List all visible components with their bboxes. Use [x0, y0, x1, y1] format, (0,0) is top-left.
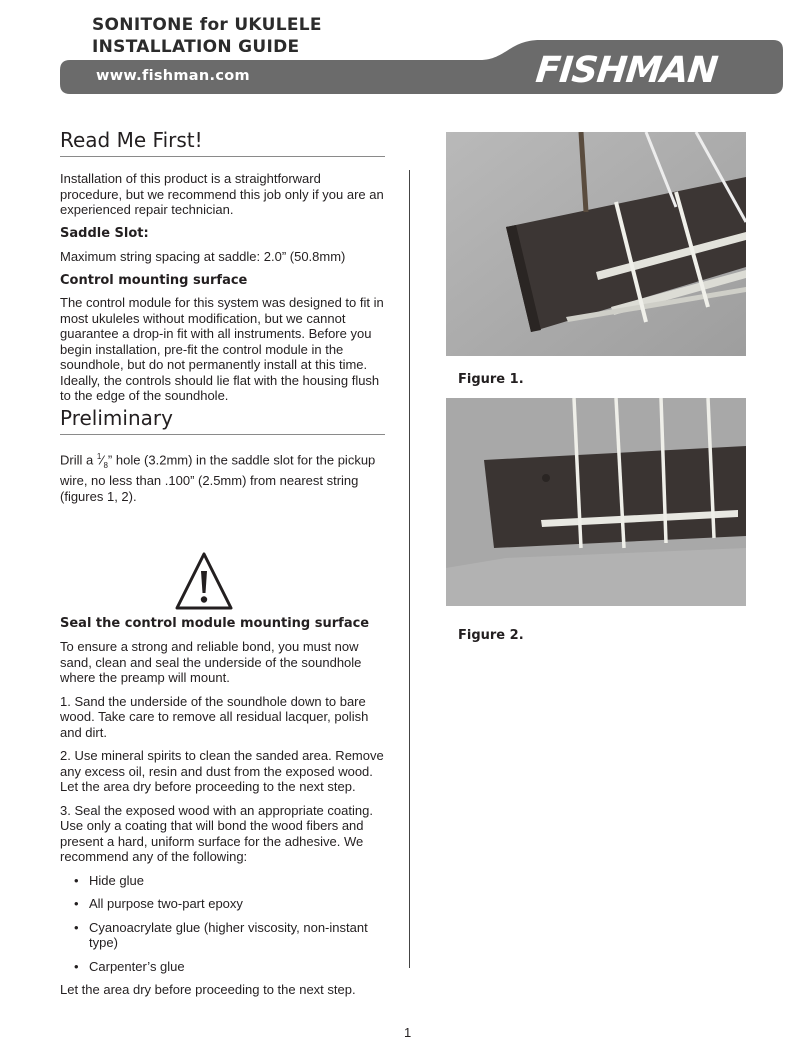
figure-1-photo [446, 132, 746, 356]
list-item: • Hide glue [74, 872, 144, 888]
step-2: 2. Use mineral spirits to clean the sanded area. Remove any excess oil, resin and dust from the exposed wood. Let the area dry before proceeding to the next step. [60, 748, 384, 794]
saddle-slot-text: Maximum string spacing at saddle: 2.0” (50.8mm) [60, 248, 346, 264]
step-1: 1. Sand the underside of the soundhole down to bare wood. Take care to remove all residual lacquer, polish and dirt. [60, 693, 369, 740]
fishman-logo: FISHMAN [533, 50, 720, 91]
glue-list [60, 873, 385, 975]
column-divider [409, 170, 410, 968]
seal-heading: Seal the control module mounting surface [60, 616, 370, 631]
drill-instruction: Drill a $^1⁄_8$” hole (3.2mm) in the saddle slot for the pickup wire, no less than .100” (2.5mm) from nearest string (figures 1, 2). [60, 452, 376, 504]
figure-2-photo [446, 398, 746, 606]
website-url: www.fishman.com [96, 68, 250, 84]
list-item: • Carpenter’s glue [74, 958, 185, 974]
figure-1-caption: Figure 1. [458, 372, 524, 387]
seal-section [60, 616, 385, 998]
figure-2-caption: Figure 2. [458, 628, 524, 643]
read-me-first-section [60, 128, 385, 404]
title-line-1: SONITONE for UKULELE [92, 15, 322, 35]
step-3: 3. Seal the exposed wood with an appropriate coating. Use only a coating that will bond the wood fibers and present a hard, uniform surface for the adhesive. We recommend any of the following: [60, 802, 373, 864]
read-me-first-heading: Read Me First! [60, 128, 385, 157]
fraction-numerator: 1 [96, 452, 102, 461]
page-number: 1 [404, 1025, 412, 1040]
control-mounting-text: The control module for this system was designed to fit in most ukuleles without modification, but we cannot guarantee a drop-in fit with all instruments. Before you begin installation, pre-fit the control module in the soundhole, but do not permanently install at this time. Ideally, the controls should lie flat with the housing flush to the edge of the soundhole. [60, 295, 384, 403]
preliminary-heading: Preliminary [60, 406, 385, 435]
seal-intro: To ensure a strong and reliable bond, you must now sand, clean and seal the underside of the soundhole where the preamp will mount. [60, 639, 362, 685]
intro-paragraph: Installation of this product is a straightforward procedure, but we recommend this job only if you are an experienced repair technician. [60, 171, 384, 217]
control-mounting-heading: Control mounting surface [60, 273, 248, 288]
title-line-2: INSTALLATION GUIDE [92, 37, 300, 57]
preliminary-section [60, 406, 385, 504]
saddle-slot-heading: Saddle Slot: [60, 225, 149, 241]
list-item: • All purpose two-part epoxy [74, 896, 243, 911]
warning-triangle-icon [174, 551, 234, 611]
list-item: • Cyanoacrylate glue (higher viscosity, non-instant type) [74, 919, 368, 950]
seal-closing: Let the area dry before proceeding to the next step. [60, 982, 356, 997]
fraction-denominator: 8 [103, 460, 108, 470]
